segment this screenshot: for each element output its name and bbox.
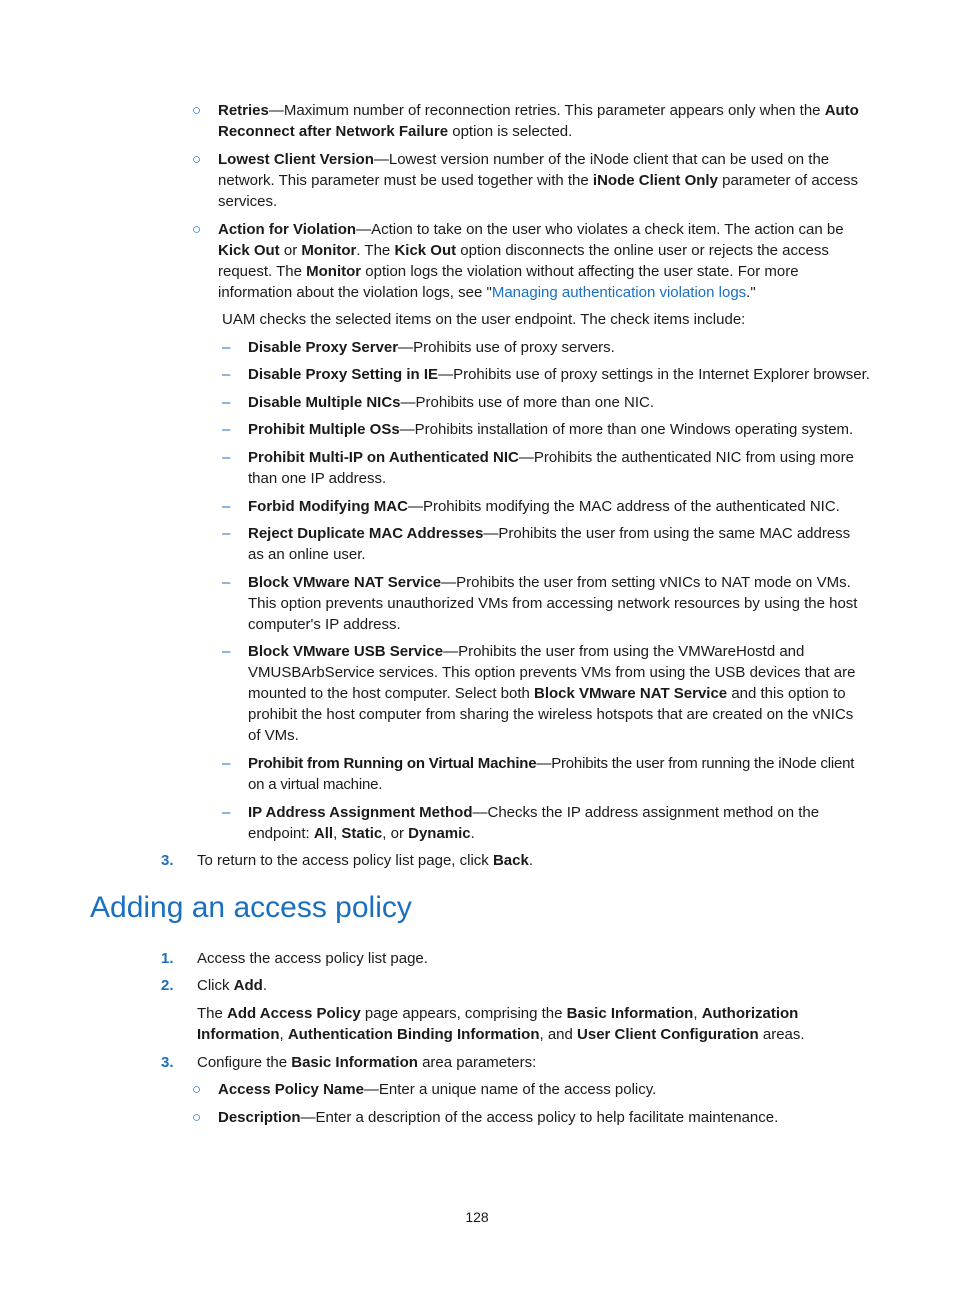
check-item <box>248 523 868 565</box>
step-number: 3. <box>161 852 174 869</box>
item-label: Access Policy Name <box>218 1081 364 1098</box>
dash-marker: – <box>222 643 231 660</box>
check-item <box>248 496 868 517</box>
item-ref: Monitor <box>301 242 357 259</box>
item-desc: —Maximum number of reconnection retries. This parameter appears only when the <box>268 102 825 119</box>
item-label: Prohibit from Running on Virtual Machine <box>248 755 537 772</box>
dash-marker: – <box>222 421 231 438</box>
dash-marker: – <box>222 366 231 383</box>
step2-paragraph <box>197 1003 847 1045</box>
step-text: area parameters: <box>417 1054 537 1071</box>
item-ref: Kick Out <box>218 242 280 259</box>
item-desc: —Prohibits modifying the MAC address of the authenticated NIC. <box>407 498 840 515</box>
step-ref: Basic Information <box>291 1054 418 1071</box>
item-ref: iNode Client Only <box>592 172 718 189</box>
item-label: Prohibit Multi-IP on Authenticated NIC <box>248 449 519 466</box>
step-text: Access the access policy list page. <box>197 950 428 967</box>
item-label: IP Address Assignment Method <box>248 804 473 821</box>
list-item-access-policy-name <box>218 1079 868 1100</box>
step-text: . <box>528 852 533 869</box>
dash-marker: – <box>222 755 231 772</box>
list-item-retries <box>218 100 868 142</box>
item-desc: —Prohibits use of proxy settings in the Internet Explorer browser. <box>438 366 870 383</box>
para-text: , <box>279 1026 288 1043</box>
para-ref: Add Access Policy <box>227 1005 361 1022</box>
item-desc: . <box>470 825 475 842</box>
item-label: Lowest Client Version <box>218 151 374 168</box>
para-text: areas. <box>758 1026 805 1043</box>
dash-marker: – <box>222 394 231 411</box>
item-desc: or <box>279 242 302 259</box>
item-ref: Kick Out <box>394 242 457 259</box>
para-text: The <box>197 1005 228 1022</box>
para-text: page appears, comprising the <box>360 1005 567 1022</box>
uam-intro: UAM checks the selected items on the user endpoint. The check items include: <box>222 311 746 328</box>
step-text: Click <box>197 977 234 994</box>
check-item <box>248 802 848 844</box>
check-item <box>248 419 873 440</box>
step-ref: Back <box>492 852 529 869</box>
bullet-marker: ○ <box>192 1081 202 1098</box>
dash-marker: – <box>222 525 231 542</box>
item-desc: option disconnects the online user or rejects the access request. The <box>218 242 829 280</box>
check-item <box>248 392 868 413</box>
step-number: 2. <box>161 977 174 994</box>
item-desc: —Action to take on the user who violates a check item. The action can be <box>356 221 844 238</box>
item-desc: —Enter a unique name of the access policy. <box>363 1081 657 1098</box>
item-ref: Dynamic <box>408 825 471 842</box>
step-number: 1. <box>161 950 174 967</box>
list-item-action-for-violation <box>218 219 868 303</box>
step-configure <box>197 1052 857 1073</box>
item-desc: , or <box>382 825 409 842</box>
para-text: , <box>693 1005 702 1022</box>
check-item <box>248 337 868 358</box>
para-ref: Authentication Binding Information <box>287 1026 540 1043</box>
item-ref: All <box>313 825 334 842</box>
para-text: , and <box>539 1026 578 1043</box>
page-number: 128 <box>465 1209 489 1225</box>
bullet-marker: ○ <box>192 221 202 238</box>
bullet-marker: ○ <box>192 151 202 168</box>
item-desc: . The <box>356 242 395 259</box>
item-tail: parameter of access services. <box>218 172 858 210</box>
item-desc: —Prohibits installation of more than one Windows operating system. <box>399 421 854 438</box>
item-label: Retries <box>218 102 269 119</box>
step-add <box>197 975 857 996</box>
item-desc: —Prohibits use of proxy servers. <box>398 339 615 356</box>
violation-logs-link[interactable]: Managing authentication violation logs <box>491 284 747 301</box>
step-text: . <box>262 977 268 994</box>
item-label: Disable Proxy Server <box>248 339 399 356</box>
list-item-lowest-client-version <box>218 149 868 212</box>
step-text: To return to the access policy list page, click <box>197 852 493 869</box>
item-desc: —Checks the IP address assignment method on the endpoint: <box>248 804 820 842</box>
list-item-description <box>218 1107 868 1128</box>
item-desc: —Lowest version number of the iNode client that can be used on the network. This parameter must be used together with the <box>218 151 830 189</box>
item-desc: option logs the violation without affecting the user state. For more information about the violation logs, see " <box>218 263 799 301</box>
item-tail: option is selected. <box>448 123 573 140</box>
step-ref: Add <box>233 977 263 994</box>
check-item <box>248 641 868 746</box>
item-label: Reject Duplicate MAC Addresses <box>248 525 484 542</box>
check-item <box>248 572 868 635</box>
para-ref: Basic Information <box>566 1005 694 1022</box>
dash-marker: – <box>222 574 231 591</box>
item-label: Block VMware NAT Service <box>248 574 442 591</box>
item-desc: —Prohibits the user from setting vNICs to NAT mode on VMs. This option prevents unauthorized VMs from accessing network resources by using the host computer's IP address. <box>248 574 858 633</box>
item-ref: Static <box>341 825 383 842</box>
para-ref: User Client Configuration <box>577 1026 759 1043</box>
bullet-marker: ○ <box>192 1109 202 1126</box>
item-desc: —Prohibits use of more than one NIC. <box>400 394 654 411</box>
item-desc: —Enter a description of the access policy to help facilitate maintenance. <box>300 1109 779 1126</box>
dash-marker: – <box>222 498 231 515</box>
dash-marker: – <box>222 449 231 466</box>
check-item <box>248 364 873 385</box>
para-ref: Authorization Information <box>197 1005 799 1043</box>
item-desc: —Prohibits the user from using the same MAC address as an online user. <box>248 525 851 563</box>
item-desc: ." <box>746 284 756 301</box>
item-label: Disable Proxy Setting in IE <box>248 366 439 383</box>
section-title: Adding an access policy <box>90 891 412 924</box>
item-label: Prohibit Multiple OSs <box>248 421 400 438</box>
item-label: Disable Multiple NICs <box>248 394 401 411</box>
item-desc: —Prohibits the user from using the VMWareHostd and VMUSBArbService services. This option prevents VMs from using the USB devices that are mounted to the host computer. Select both <box>248 643 856 702</box>
item-ref: Monitor <box>306 263 362 280</box>
dash-marker: – <box>222 339 231 356</box>
item-label: Forbid Modifying MAC <box>248 498 408 515</box>
item-tail: and this option to prohibit the host computer from sharing the wireless hotspots that are created on the vNICs of VMs. <box>248 685 854 744</box>
bullet-marker: ○ <box>192 102 202 119</box>
item-desc: —Prohibits the user from running the iNode client on a virtual machine. <box>248 755 855 793</box>
item-label: Description <box>218 1109 301 1126</box>
check-item <box>248 447 868 489</box>
step-number: 3. <box>161 1054 174 1071</box>
item-label: Block VMware USB Service <box>248 643 444 660</box>
item-ref: Auto Reconnect after Network Failure <box>218 102 859 140</box>
step-back <box>197 850 857 871</box>
item-desc: —Prohibits the authenticated NIC from using more than one IP address. <box>248 449 854 487</box>
item-desc: , <box>333 825 342 842</box>
item-label: Action for Violation <box>218 221 357 238</box>
item-ref: Block VMware NAT Service <box>534 685 728 702</box>
check-item <box>248 753 868 795</box>
dash-marker: – <box>222 804 231 821</box>
step-text: Configure the <box>197 1054 292 1071</box>
